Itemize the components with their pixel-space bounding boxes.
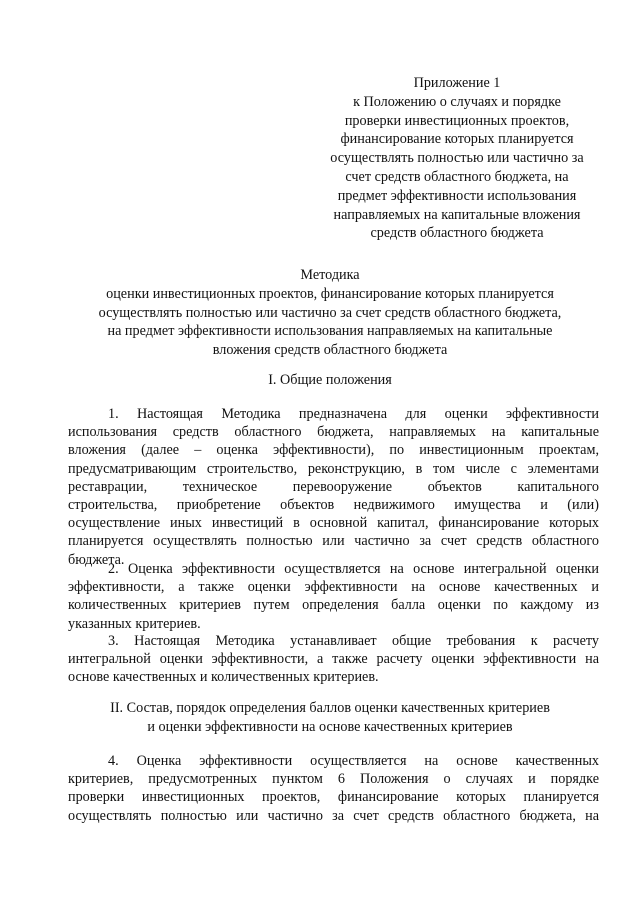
paragraph-line: 3. Настоящая Методика устанавливает общие требования к расчету bbox=[108, 633, 599, 649]
title-line: оценки инвестиционных проектов, финансирование которых планируется bbox=[106, 285, 554, 302]
paragraph-line: интегральной оценки эффективности, а также расчету оценки эффективности на bbox=[68, 651, 599, 668]
section-1-heading bbox=[60, 371, 600, 390]
paragraph-line: проверки инвестиционных проектов, финансирование которых планируется bbox=[68, 789, 599, 806]
appendix-header bbox=[312, 74, 602, 243]
paragraph-line: 2. Оценка эффективности осуществляется на основе интегральной оценки bbox=[108, 561, 599, 577]
paragraph-line: использования средств областного бюджета, направляемых на капитальные bbox=[68, 424, 599, 441]
appendix-line: финансирование которых планируется bbox=[340, 131, 574, 148]
appendix-line: счет средств областного бюджета, на bbox=[345, 168, 569, 185]
paragraph-line: осуществление иных инвестиций в основной капитал, финансирование которых bbox=[68, 515, 599, 532]
paragraph-line: 4. Оценка эффективности осуществляется на основе качественных bbox=[108, 753, 599, 769]
appendix-line: предмет эффективности использования bbox=[337, 187, 577, 204]
paragraph-line: 1. Настоящая Методика предназначена для оценки эффективности bbox=[108, 406, 599, 422]
paragraph-line: эффективности, а также оценки эффективности на основе качественных и bbox=[68, 579, 599, 596]
appendix-line: к Положению о случаях и порядке bbox=[353, 93, 561, 110]
paragraph-line: предусматривающим строительство, реконструкцию, в том числе с элементами bbox=[68, 460, 599, 477]
paragraph-1 bbox=[68, 405, 599, 569]
paragraph-line: количественных критериев путем определения балла оценки по каждому из bbox=[68, 597, 599, 614]
appendix-line: Приложение 1 bbox=[413, 75, 501, 91]
paragraph-2 bbox=[68, 560, 599, 633]
paragraph-4 bbox=[68, 752, 599, 825]
title-line: осуществлять полностью или частично за счет средств областного бюджета, bbox=[98, 304, 562, 321]
paragraph-line: вложения (далее – оценка эффективности), по инвестиционным проектам, bbox=[68, 442, 599, 459]
paragraph-3 bbox=[68, 632, 599, 687]
heading-line: и оценки эффективности на основе качественных критериев bbox=[147, 718, 513, 735]
paragraph-line: критериев, предусмотренных пунктом 6 Положения о случаях и порядке bbox=[68, 771, 599, 788]
title-line: на предмет эффективности использования направляемых на капитальные bbox=[107, 323, 553, 340]
paragraph-line: основе качественных и количественных критериев. bbox=[68, 669, 379, 686]
appendix-line: проверки инвестиционных проектов, bbox=[344, 112, 570, 129]
paragraph-line: планируется осуществлять полностью или частично за счет средств областного bbox=[68, 533, 599, 550]
paragraph-line: строительства, приобретение объектов недвижимого имущества и (или) bbox=[68, 497, 599, 514]
heading-line: I. Общие положения bbox=[268, 372, 392, 388]
section-2-heading bbox=[60, 699, 600, 737]
document-title bbox=[60, 266, 600, 360]
appendix-line: средств областного бюджета bbox=[370, 225, 544, 242]
paragraph-line: бюджета. bbox=[68, 551, 125, 568]
heading-line: II. Состав, порядок определения баллов оценки качественных критериев bbox=[110, 700, 550, 716]
title-line: Методика bbox=[300, 267, 360, 283]
paragraph-line: осуществлять полностью или частично за счет средств областного бюджета, на bbox=[68, 807, 599, 824]
paragraph-line: указанных критериев. bbox=[68, 615, 201, 632]
title-line: вложения средств областного бюджета bbox=[212, 342, 448, 359]
appendix-line: направляемых на капитальные вложения bbox=[333, 206, 581, 223]
paragraph-line: реставрации, техническое перевооружение объектов капитального bbox=[68, 478, 599, 495]
appendix-line: осуществлять полностью или частично за bbox=[330, 150, 584, 167]
